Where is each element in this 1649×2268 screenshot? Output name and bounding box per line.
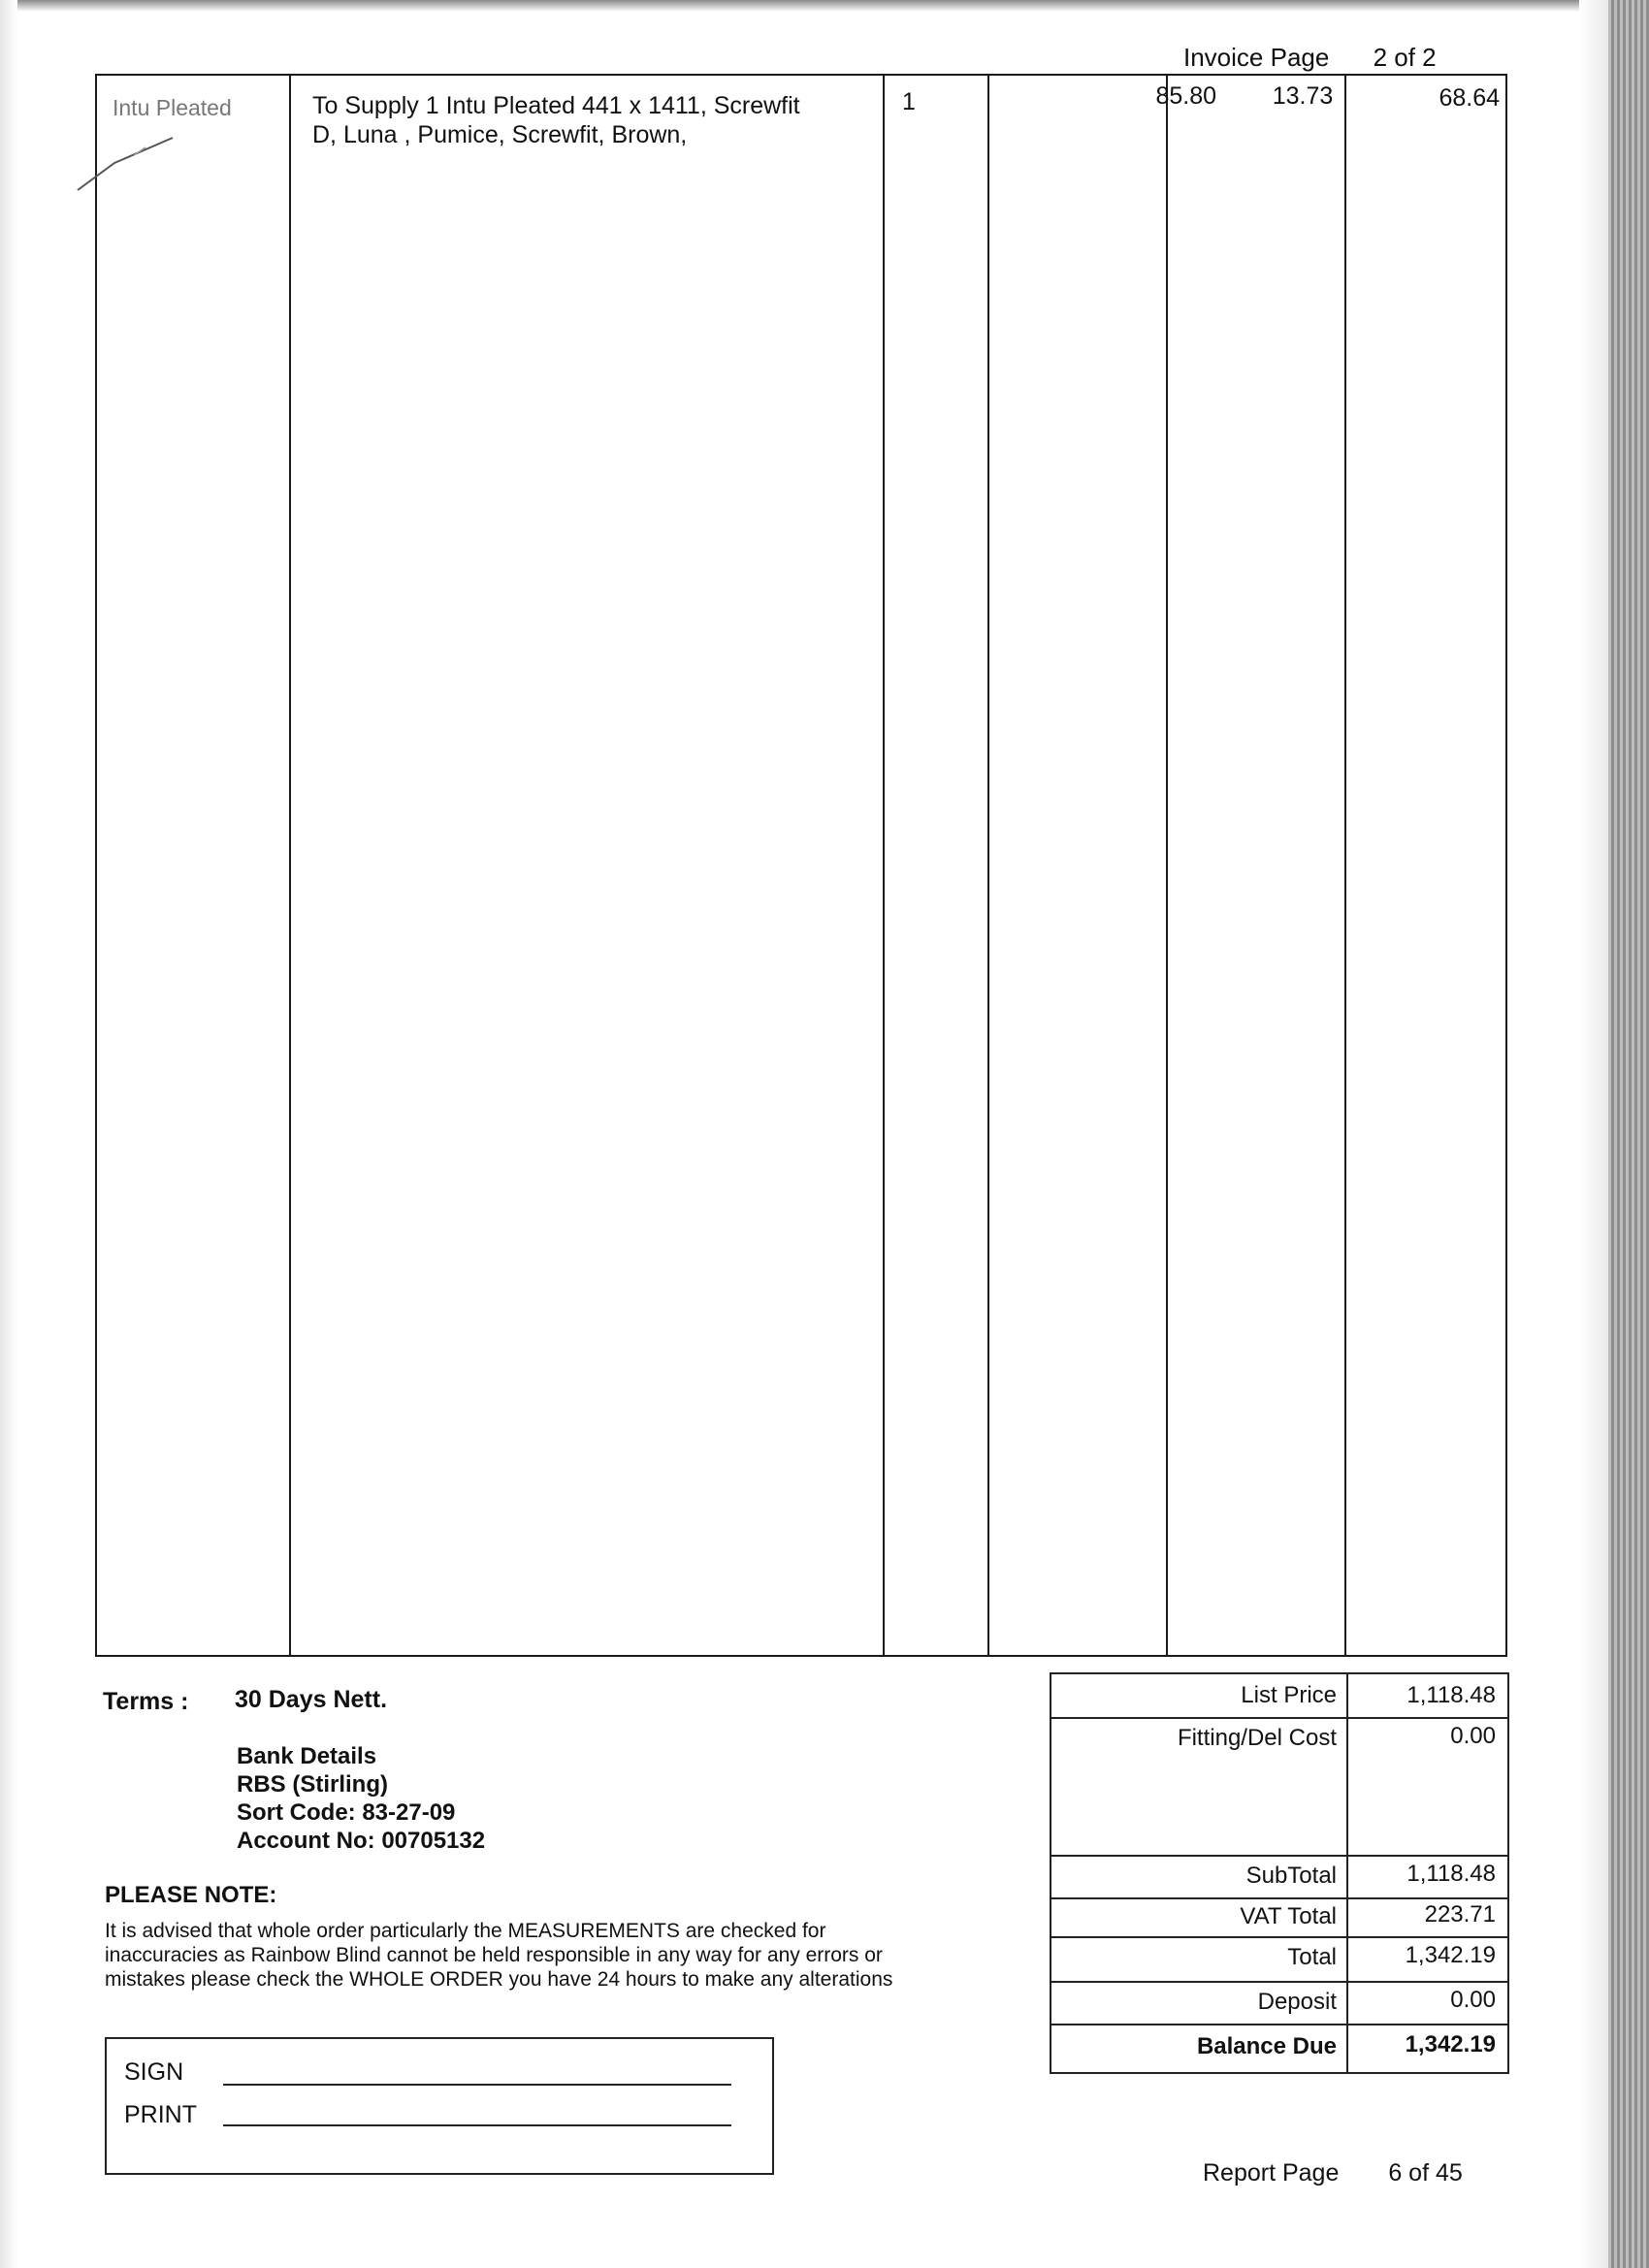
scan-shadow-right xyxy=(1579,0,1608,2268)
balance-due-value: 1,342.19 xyxy=(1405,2031,1496,2057)
item-list-price: 85.80 xyxy=(1155,82,1216,110)
total-label: Total xyxy=(1287,1944,1337,1970)
row-line xyxy=(1051,1855,1507,1857)
bank-details xyxy=(237,1742,485,1855)
column-divider xyxy=(289,76,291,1655)
please-note-text xyxy=(105,1919,997,1992)
print-label: PRINT xyxy=(124,2101,197,2128)
row-line xyxy=(1051,1936,1507,1938)
report-page-label: Report Page xyxy=(1203,2159,1340,2187)
scan-edge-right xyxy=(1608,0,1649,2268)
line-items-table xyxy=(95,74,1507,1657)
item-discount: 13.73 xyxy=(1272,82,1334,110)
item-net: 68.64 xyxy=(1439,84,1500,112)
fitting-cost-label: Fitting/Del Cost xyxy=(1177,1725,1337,1751)
column-divider xyxy=(987,76,989,1655)
total-value: 1,342.19 xyxy=(1405,1942,1496,1968)
note-line: It is advised that whole order particularly the MEASUREMENTS are checked for xyxy=(105,1920,826,1942)
item-quantity: 1 xyxy=(902,88,916,115)
column-divider xyxy=(1344,76,1346,1655)
subtotal-label: SubTotal xyxy=(1245,1863,1337,1889)
terms-label: Terms : xyxy=(103,1688,189,1715)
totals-table xyxy=(1050,1672,1509,2074)
note-line: inaccuracies as Rainbow Blind cannot be held responsible in any way for any errors or xyxy=(105,1944,883,1966)
deposit-label: Deposit xyxy=(1257,1989,1337,2015)
vat-total-label: VAT Total xyxy=(1240,1903,1337,1929)
invoice-page-label: Invoice Page xyxy=(1183,43,1330,72)
terms-value: 30 Days Nett. xyxy=(235,1686,388,1713)
report-page-indicator xyxy=(1203,2159,1463,2187)
fitting-cost-value: 0.00 xyxy=(1450,1723,1496,1749)
list-price-value: 1,118.48 xyxy=(1406,1682,1496,1708)
please-note-heading: PLEASE NOTE: xyxy=(105,1882,277,1908)
note-line: mistakes please check the WHOLE ORDER you have 24 hours to make any alterations xyxy=(105,1968,893,1991)
row-line xyxy=(1051,2024,1507,2025)
item-code: Intu Pleated xyxy=(113,95,232,120)
report-page-number: 6 of 45 xyxy=(1388,2159,1463,2187)
print-line[interactable] xyxy=(223,2124,731,2126)
invoice-page-indicator xyxy=(1183,43,1437,73)
item-description xyxy=(312,91,865,149)
item-description-line: To Supply 1 Intu Pleated 441 x 1411, Screwfit xyxy=(312,92,800,119)
bank-heading: Bank Details xyxy=(237,1743,377,1769)
subtotal-value: 1,118.48 xyxy=(1406,1861,1496,1887)
column-divider xyxy=(883,76,885,1655)
sign-label: SIGN xyxy=(124,2058,184,2086)
account-number: Account No: 00705132 xyxy=(237,1828,486,1854)
scan-edge-left xyxy=(0,0,17,2268)
bank-name: RBS (Stirling) xyxy=(237,1771,388,1798)
row-line xyxy=(1051,1897,1507,1899)
column-divider xyxy=(1166,76,1168,1655)
pen-tick-icon xyxy=(76,134,182,192)
row-line xyxy=(1051,1981,1507,1983)
item-description-line: D, Luna , Pumice, Screwfit, Brown, xyxy=(312,121,688,148)
scan-edge-top xyxy=(0,0,1649,12)
list-price-label: List Price xyxy=(1241,1682,1337,1708)
row-line xyxy=(1051,1717,1507,1719)
balance-due-label: Balance Due xyxy=(1196,2033,1337,2059)
sort-code: Sort Code: 83-27-09 xyxy=(237,1799,456,1826)
sign-line[interactable] xyxy=(223,2084,731,2086)
signature-box xyxy=(105,2037,774,2175)
vat-total-value: 223.71 xyxy=(1424,1901,1496,1928)
deposit-value: 0.00 xyxy=(1450,1987,1496,2013)
invoice-page-number: 2 of 2 xyxy=(1373,43,1437,72)
